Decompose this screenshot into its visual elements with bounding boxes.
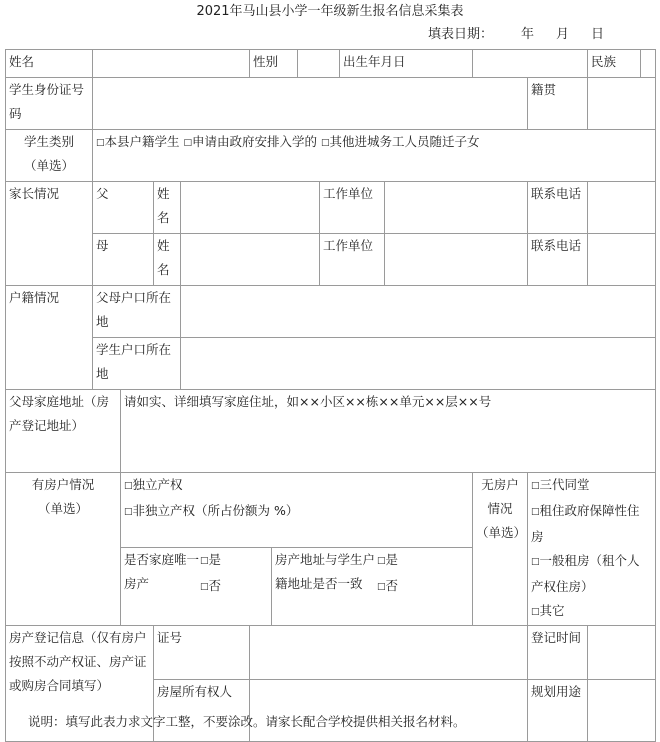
birth-field[interactable]: [473, 50, 588, 78]
mother-label: 母: [93, 234, 154, 286]
student-registration-label: 学生户口所在地: [93, 338, 181, 390]
owner-field[interactable]: [250, 680, 528, 742]
checkbox-icon[interactable]: □: [183, 138, 193, 148]
address-match-answers: [377, 548, 398, 600]
household-label: 户籍情况: [6, 286, 93, 390]
mother-name-label: 姓名: [154, 234, 181, 286]
only-home-cell: [121, 548, 272, 626]
cert-number-field[interactable]: [250, 626, 528, 680]
mother-phone-field[interactable]: [588, 234, 656, 286]
no-housing-options: [528, 473, 656, 626]
birth-label: 出生年月日: [340, 50, 473, 78]
checkbox-icon[interactable]: □: [531, 507, 540, 517]
mother-name-field[interactable]: [181, 234, 320, 286]
usage-label: 规划用途: [528, 680, 588, 742]
address-match-question: 房产地址与学生户籍地址是否一致: [275, 552, 376, 592]
own-housing-label-text: 有房户情况: [31, 477, 95, 492]
only-home-question: 是否家庭唯一房产: [124, 552, 200, 592]
native-place-label: 籍贯: [528, 78, 588, 130]
fill-date: [428, 27, 604, 43]
ethnicity-label: 民族: [588, 50, 641, 78]
checkbox-icon[interactable]: □: [200, 582, 209, 593]
none-option-private-rent[interactable]: □一般租房（租个人产权住房）: [531, 553, 640, 594]
checkbox-icon[interactable]: □: [377, 582, 386, 593]
father-phone-label: 联系电话: [528, 182, 588, 234]
only-home-yes[interactable]: □是: [200, 552, 222, 568]
fill-date-day: 日: [591, 27, 605, 42]
address-match-no[interactable]: □否: [377, 578, 399, 594]
category-option-government[interactable]: □申请由政府安排入学的: [183, 134, 318, 149]
category-options: [93, 130, 656, 182]
checkbox-icon[interactable]: □: [124, 507, 133, 517]
mother-phone-label: 联系电话: [528, 234, 588, 286]
form-title: 2021年马山县小学一年级新生报名信息采集表: [196, 4, 464, 19]
property-label: 房产登记信息（仅有房户按照不动产权证、房产证或购房合同填写）: [6, 626, 154, 742]
category-option-local[interactable]: □本县户籍学生: [96, 134, 180, 149]
father-label: 父: [93, 182, 154, 234]
only-home-no[interactable]: □否: [200, 578, 222, 594]
category-single-note: （单选）: [23, 158, 74, 173]
id-number-field[interactable]: [93, 78, 528, 130]
father-work-label: 工作单位: [320, 182, 385, 234]
checkbox-icon[interactable]: □: [531, 557, 540, 567]
checkbox-icon[interactable]: □: [200, 556, 209, 567]
no-housing-single-note: （单选）: [476, 525, 527, 540]
parents-label: 家长情况: [6, 182, 93, 286]
category-label-text: 学生类别: [23, 134, 74, 149]
own-option-shared[interactable]: □非独立产权（所占份额为 %）: [124, 503, 299, 518]
category-option-other[interactable]: □其他进城务工人员随迁子女: [321, 134, 480, 149]
father-name-label: 姓名: [154, 182, 181, 234]
own-housing-single-note: （单选）: [37, 501, 88, 516]
student-registration-field[interactable]: [181, 338, 656, 390]
checkbox-icon[interactable]: □: [96, 138, 105, 148]
address-label: 父母家庭地址（房产登记地址）: [6, 390, 121, 473]
mother-work-label: 工作单位: [320, 234, 385, 286]
no-housing-label: [473, 473, 528, 626]
checkbox-icon[interactable]: □: [377, 556, 386, 567]
form-note: 说明：填写此表力求文字工整，不要涂改。请家长配合学校提供相关报名材料。: [28, 714, 466, 729]
none-option-public-rent[interactable]: □租住政府保障性住房: [531, 503, 640, 544]
no-housing-label-text: 无房户情况: [481, 477, 519, 516]
address-field[interactable]: 请如实、详细填写家庭住址，如××小区××栋××单元××层××号: [121, 390, 656, 473]
father-work-field[interactable]: [385, 182, 528, 234]
none-option-three-gen[interactable]: □三代同堂: [531, 477, 590, 492]
owner-label: 房屋所有权人: [154, 680, 250, 742]
checkbox-icon[interactable]: □: [124, 481, 133, 491]
registration-form-table: [5, 49, 656, 742]
checkbox-icon[interactable]: □: [531, 607, 540, 617]
name-field[interactable]: [93, 50, 250, 78]
father-phone-field[interactable]: [588, 182, 656, 234]
own-housing-options: [121, 473, 473, 548]
native-place-field[interactable]: [588, 78, 656, 130]
none-option-other[interactable]: □其它: [531, 603, 565, 618]
reg-time-field[interactable]: [588, 626, 656, 680]
cert-number-label: 证号: [154, 626, 250, 680]
gender-field[interactable]: [298, 50, 340, 78]
usage-field[interactable]: [588, 680, 656, 742]
mother-work-field[interactable]: [385, 234, 528, 286]
checkbox-icon[interactable]: □: [321, 138, 330, 148]
fill-date-month: 月: [556, 27, 570, 42]
fill-date-label: 填表日期：: [428, 27, 494, 42]
only-home-answers: [200, 548, 221, 600]
parents-registration-field[interactable]: [181, 286, 656, 338]
ethnicity-field[interactable]: [641, 50, 656, 78]
address-match-yes[interactable]: □是: [377, 552, 399, 568]
fill-date-year: 年: [521, 27, 535, 42]
address-match-cell: [272, 548, 473, 626]
name-label: 姓名: [6, 50, 93, 78]
category-label: [6, 130, 93, 182]
checkbox-icon[interactable]: □: [531, 481, 540, 491]
own-option-independent[interactable]: □独立产权: [124, 477, 183, 492]
own-housing-label: [6, 473, 121, 626]
parents-registration-label: 父母户口所在地: [93, 286, 181, 338]
id-number-label: 学生身份证号码: [6, 78, 93, 130]
gender-label: 性别: [250, 50, 298, 78]
reg-time-label: 登记时间: [528, 626, 588, 680]
father-name-field[interactable]: [181, 182, 320, 234]
